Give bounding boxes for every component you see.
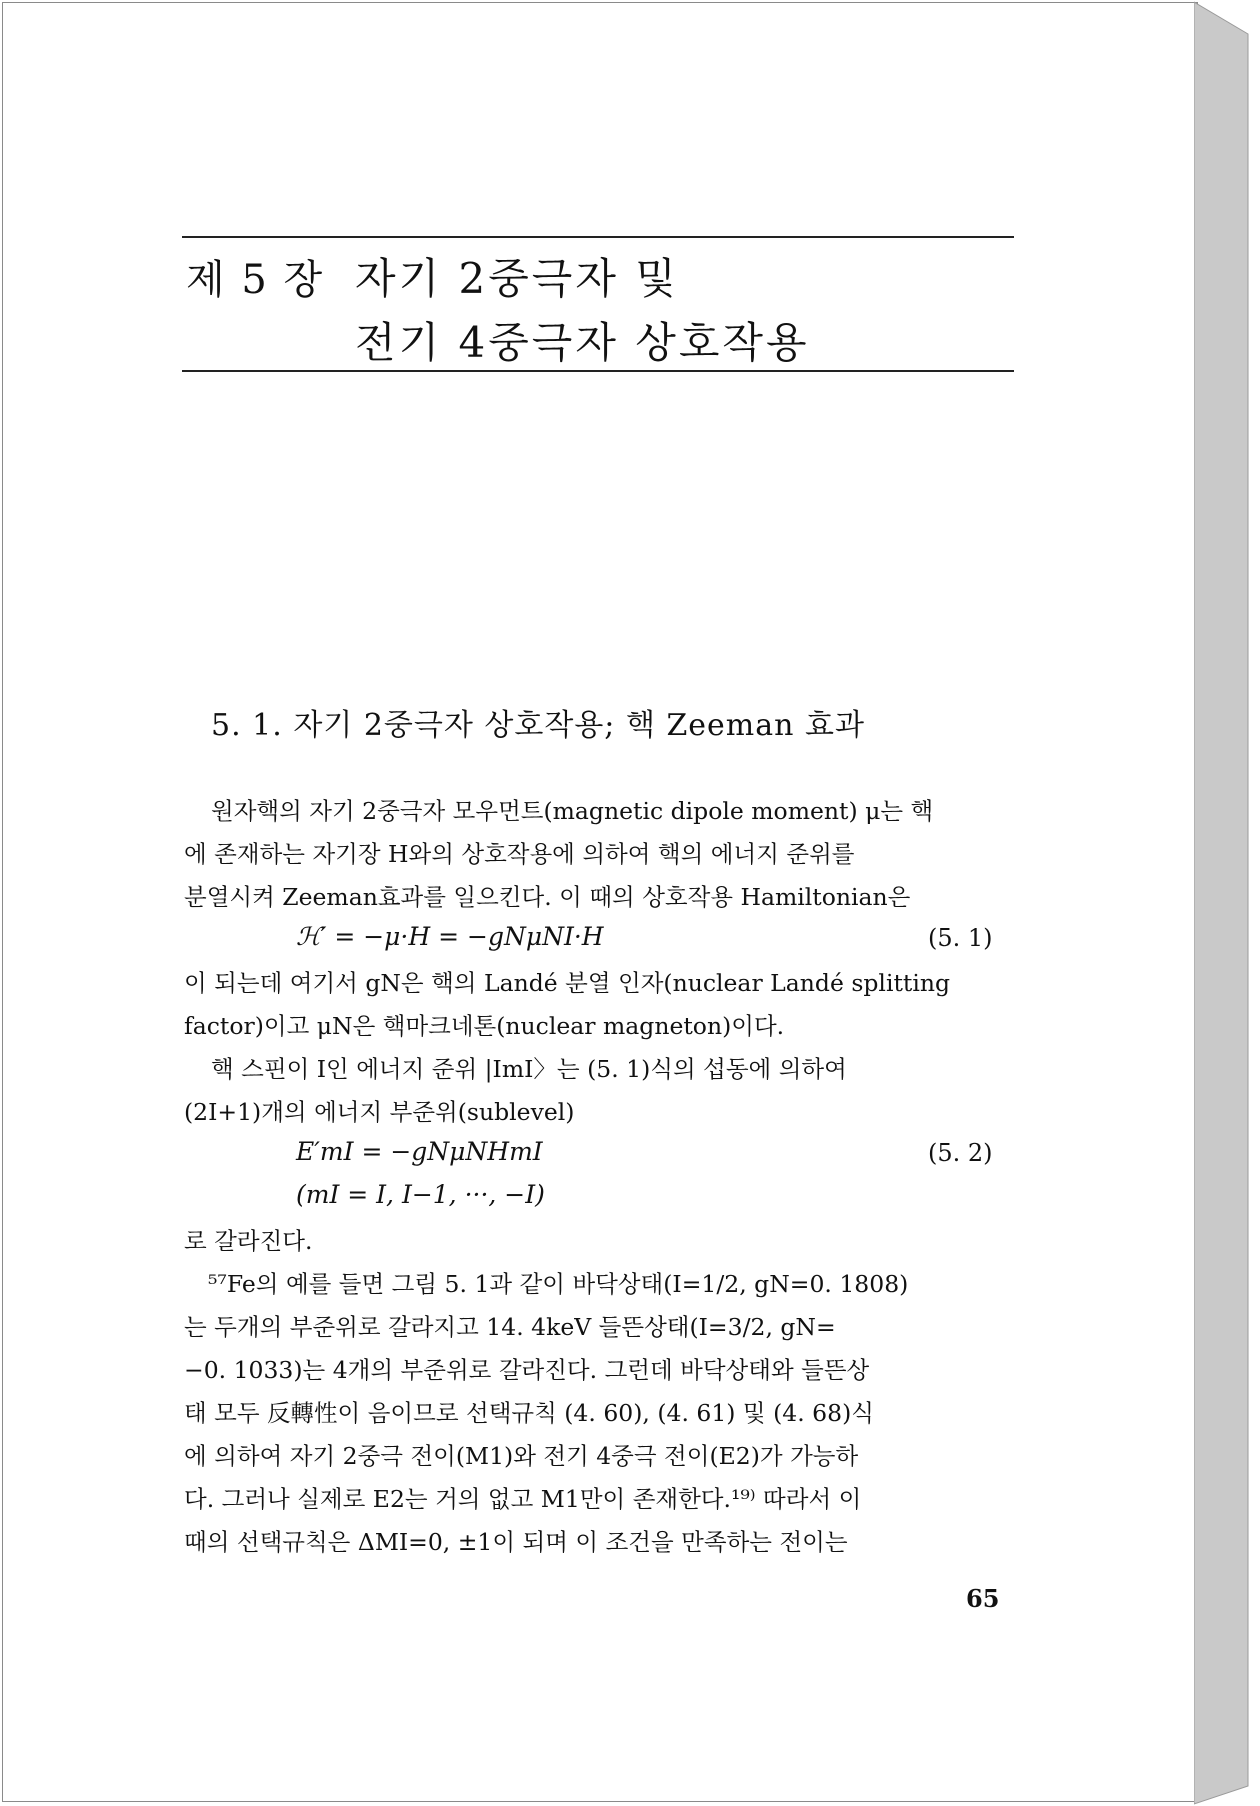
chapter-rule-top [182,236,1014,238]
equation-5-1: ℋ′ = −μ·H = −gNμNI·H [296,922,604,951]
paragraph-line: factor)이고 μN은 핵마크네톤(nuclear magneton)이다. [184,1012,785,1040]
paragraph-line: 때의 선택규칙은 ΔMI=0, ±1이 되며 이 조건을 만족하는 전이는 [184,1528,848,1556]
paragraph-line: −0. 1033)는 4개의 부준위로 갈라진다. 그런데 바닥상태와 들뜬상 [184,1356,870,1384]
chapter-rule-bottom [182,370,1014,372]
paragraph-line: 에 존재하는 자기장 H와의 상호작용에 의하여 핵의 에너지 준위를 [184,840,855,868]
equation-5-2: E′mI = −gNμNHmI [296,1137,543,1166]
paragraph-line: 태 모두 反轉性이 음이므로 선택규칙 (4. 60), (4. 61) 및 (4. 68)식 [184,1399,874,1427]
equation-number-5-2: (5. 2) [928,1139,993,1167]
paragraph-line: (2I+1)개의 에너지 부준위(sublevel) [184,1098,575,1126]
paragraph-line: 로 갈라진다. [184,1227,313,1255]
paragraph-line: 분열시켜 Zeeman효과를 일으킨다. 이 때의 상호작용 Hamiltonian은 [184,883,911,911]
paragraph-line: 원자핵의 자기 2중극자 모우먼트(magnetic dipole moment) μ는 핵 [211,797,934,825]
paragraph-line: 는 두개의 부준위로 갈라지고 14. 4keV 들뜬상태(I=3/2, gN= [184,1313,836,1341]
chapter-title-line1: 자기 2중극자 및 [355,254,679,303]
paragraph-line: ⁵⁷Fe의 예를 들면 그림 5. 1과 같이 바닥상태(I=1/2, gN=0. 1808) [208,1270,909,1298]
equation-5-2-condition: (mI = I, I−1, ···, −I) [296,1180,545,1209]
paragraph-line: 이 되는데 여기서 gN은 핵의 Landé 분열 인자(nuclear Landé splitting [184,969,951,997]
paragraph-line: 에 의하여 자기 2중극 전이(M1)와 전기 4중극 전이(E2)가 가능하 [184,1442,859,1470]
chapter-number: 제 5 장 [186,257,325,303]
paragraph-line: 핵 스핀이 I인 에너지 준위 |ImI〉는 (5. 1)식의 섭동에 의하여 [211,1055,847,1083]
page-number: 65 [966,1584,1000,1613]
chapter-title-line2: 전기 4중극자 상호작용 [355,318,810,367]
equation-number-5-1: (5. 1) [928,924,993,952]
section-heading: 5. 1. 자기 2중극자 상호작용; 핵 Zeeman 효과 [211,708,865,743]
paragraph-line: 다. 그러나 실제로 E2는 거의 없고 M1만이 존재한다.¹⁹⁾ 따라서 이 [184,1485,862,1513]
